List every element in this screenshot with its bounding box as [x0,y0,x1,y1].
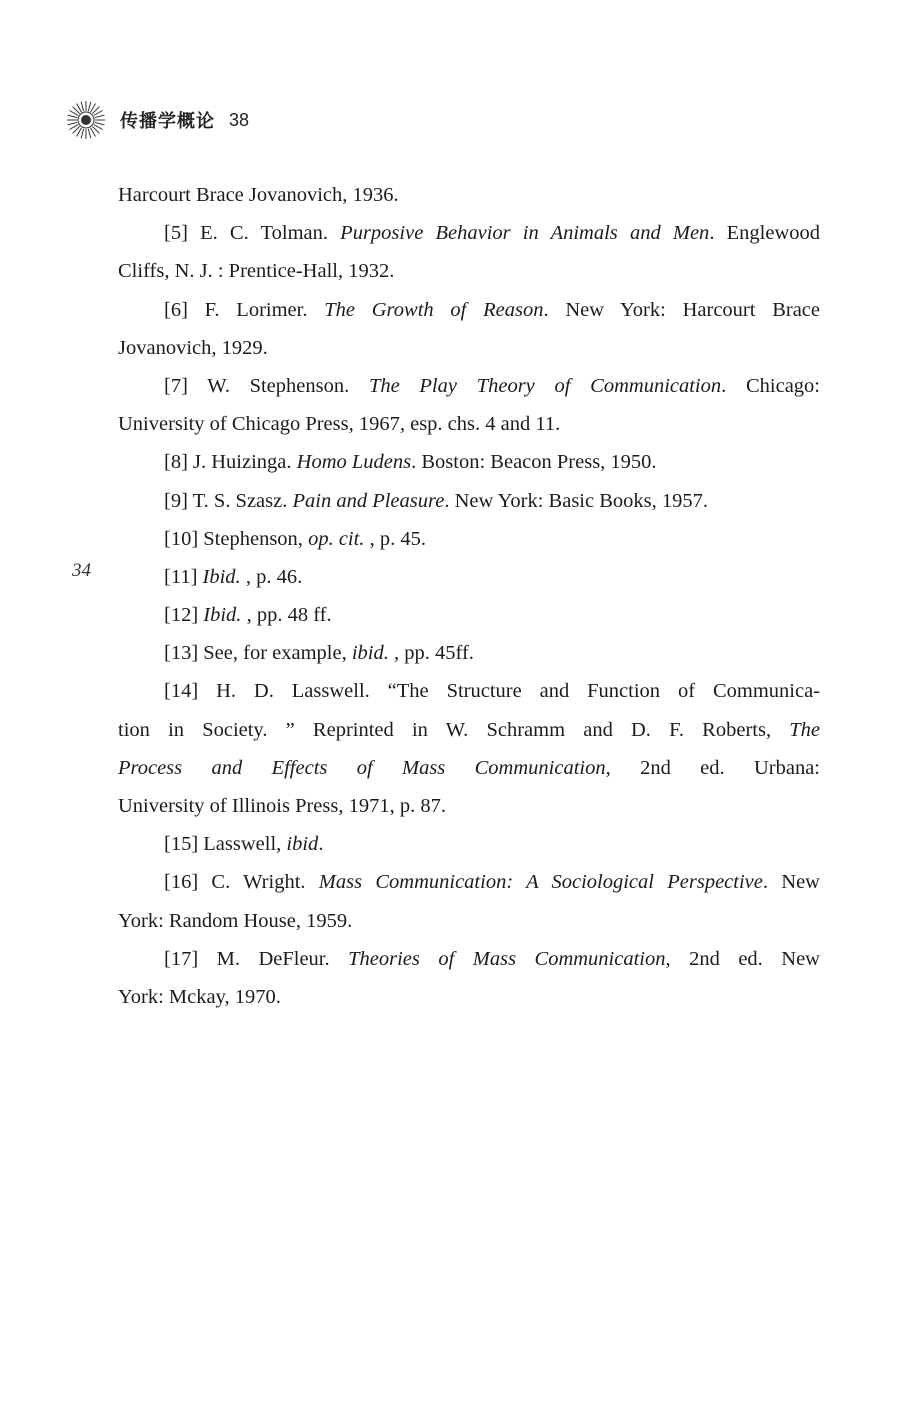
ref-line: [12] Ibid. , pp. 48 ff. [164,604,332,627]
ref-line: tion in Society. ” Reprinted in W. Schramm and D. F. Roberts, The [118,718,820,741]
ref-line: Jovanovich, 1929. [118,336,268,359]
margin-page-note: 34 [72,560,91,581]
ref-line: [7] W. Stephenson. The Play Theory of Communication. Chicago: [164,374,820,397]
ref-line: Cliffs, N. J. : Prentice-Hall, 1932. [118,260,395,283]
book-title: 传播学概论 [120,111,215,132]
ref-line: [9] T. S. Szasz. Pain and Pleasure. New York: Basic Books, 1957. [164,489,708,512]
ref-line: [8] J. Huizinga. Homo Ludens. Boston: Beacon Press, 1950. [164,451,657,474]
ref-line: [14] H. D. Lasswell. “The Structure and Function of Communica- [164,680,820,703]
ref-line: [10] Stephenson, op. cit. , p. 45. [164,527,426,550]
ref-line: York: Random House, 1959. [118,909,353,932]
ref-line: [16] C. Wright. Mass Communication: A Sociological Perspective. New [164,871,820,894]
sunburst-emblem-icon [66,100,106,140]
ref-line: [6] F. Lorimer. The Growth of Reason. New York: Harcourt Brace [164,298,820,321]
reference-list [118,176,820,1016]
ref-line: [5] E. C. Tolman. Purposive Behavior in Animals and Men. Englewood [164,222,820,245]
ref-line: University of Illinois Press, 1971, p. 87. [118,795,446,817]
running-header [66,98,249,142]
ref-line: [15] Lasswell, ibid. [164,833,324,856]
ref-line: Harcourt Brace Jovanovich, 1936. [118,184,399,206]
ref-line: Process and Effects of Mass Communication, 2nd ed. Urbana: [118,756,820,779]
page-number: 38 [229,109,250,130]
ref-line: [11] Ibid. , p. 46. [164,565,303,588]
ref-line: [13] See, for example, ibid. , pp. 45ff. [164,642,474,665]
ref-line: [17] M. DeFleur. Theories of Mass Communication, 2nd ed. New [164,947,820,970]
ref-line: York: Mckay, 1970. [118,985,281,1008]
ref-line: University of Chicago Press, 1967, esp. chs. 4 and 11. [118,413,561,436]
